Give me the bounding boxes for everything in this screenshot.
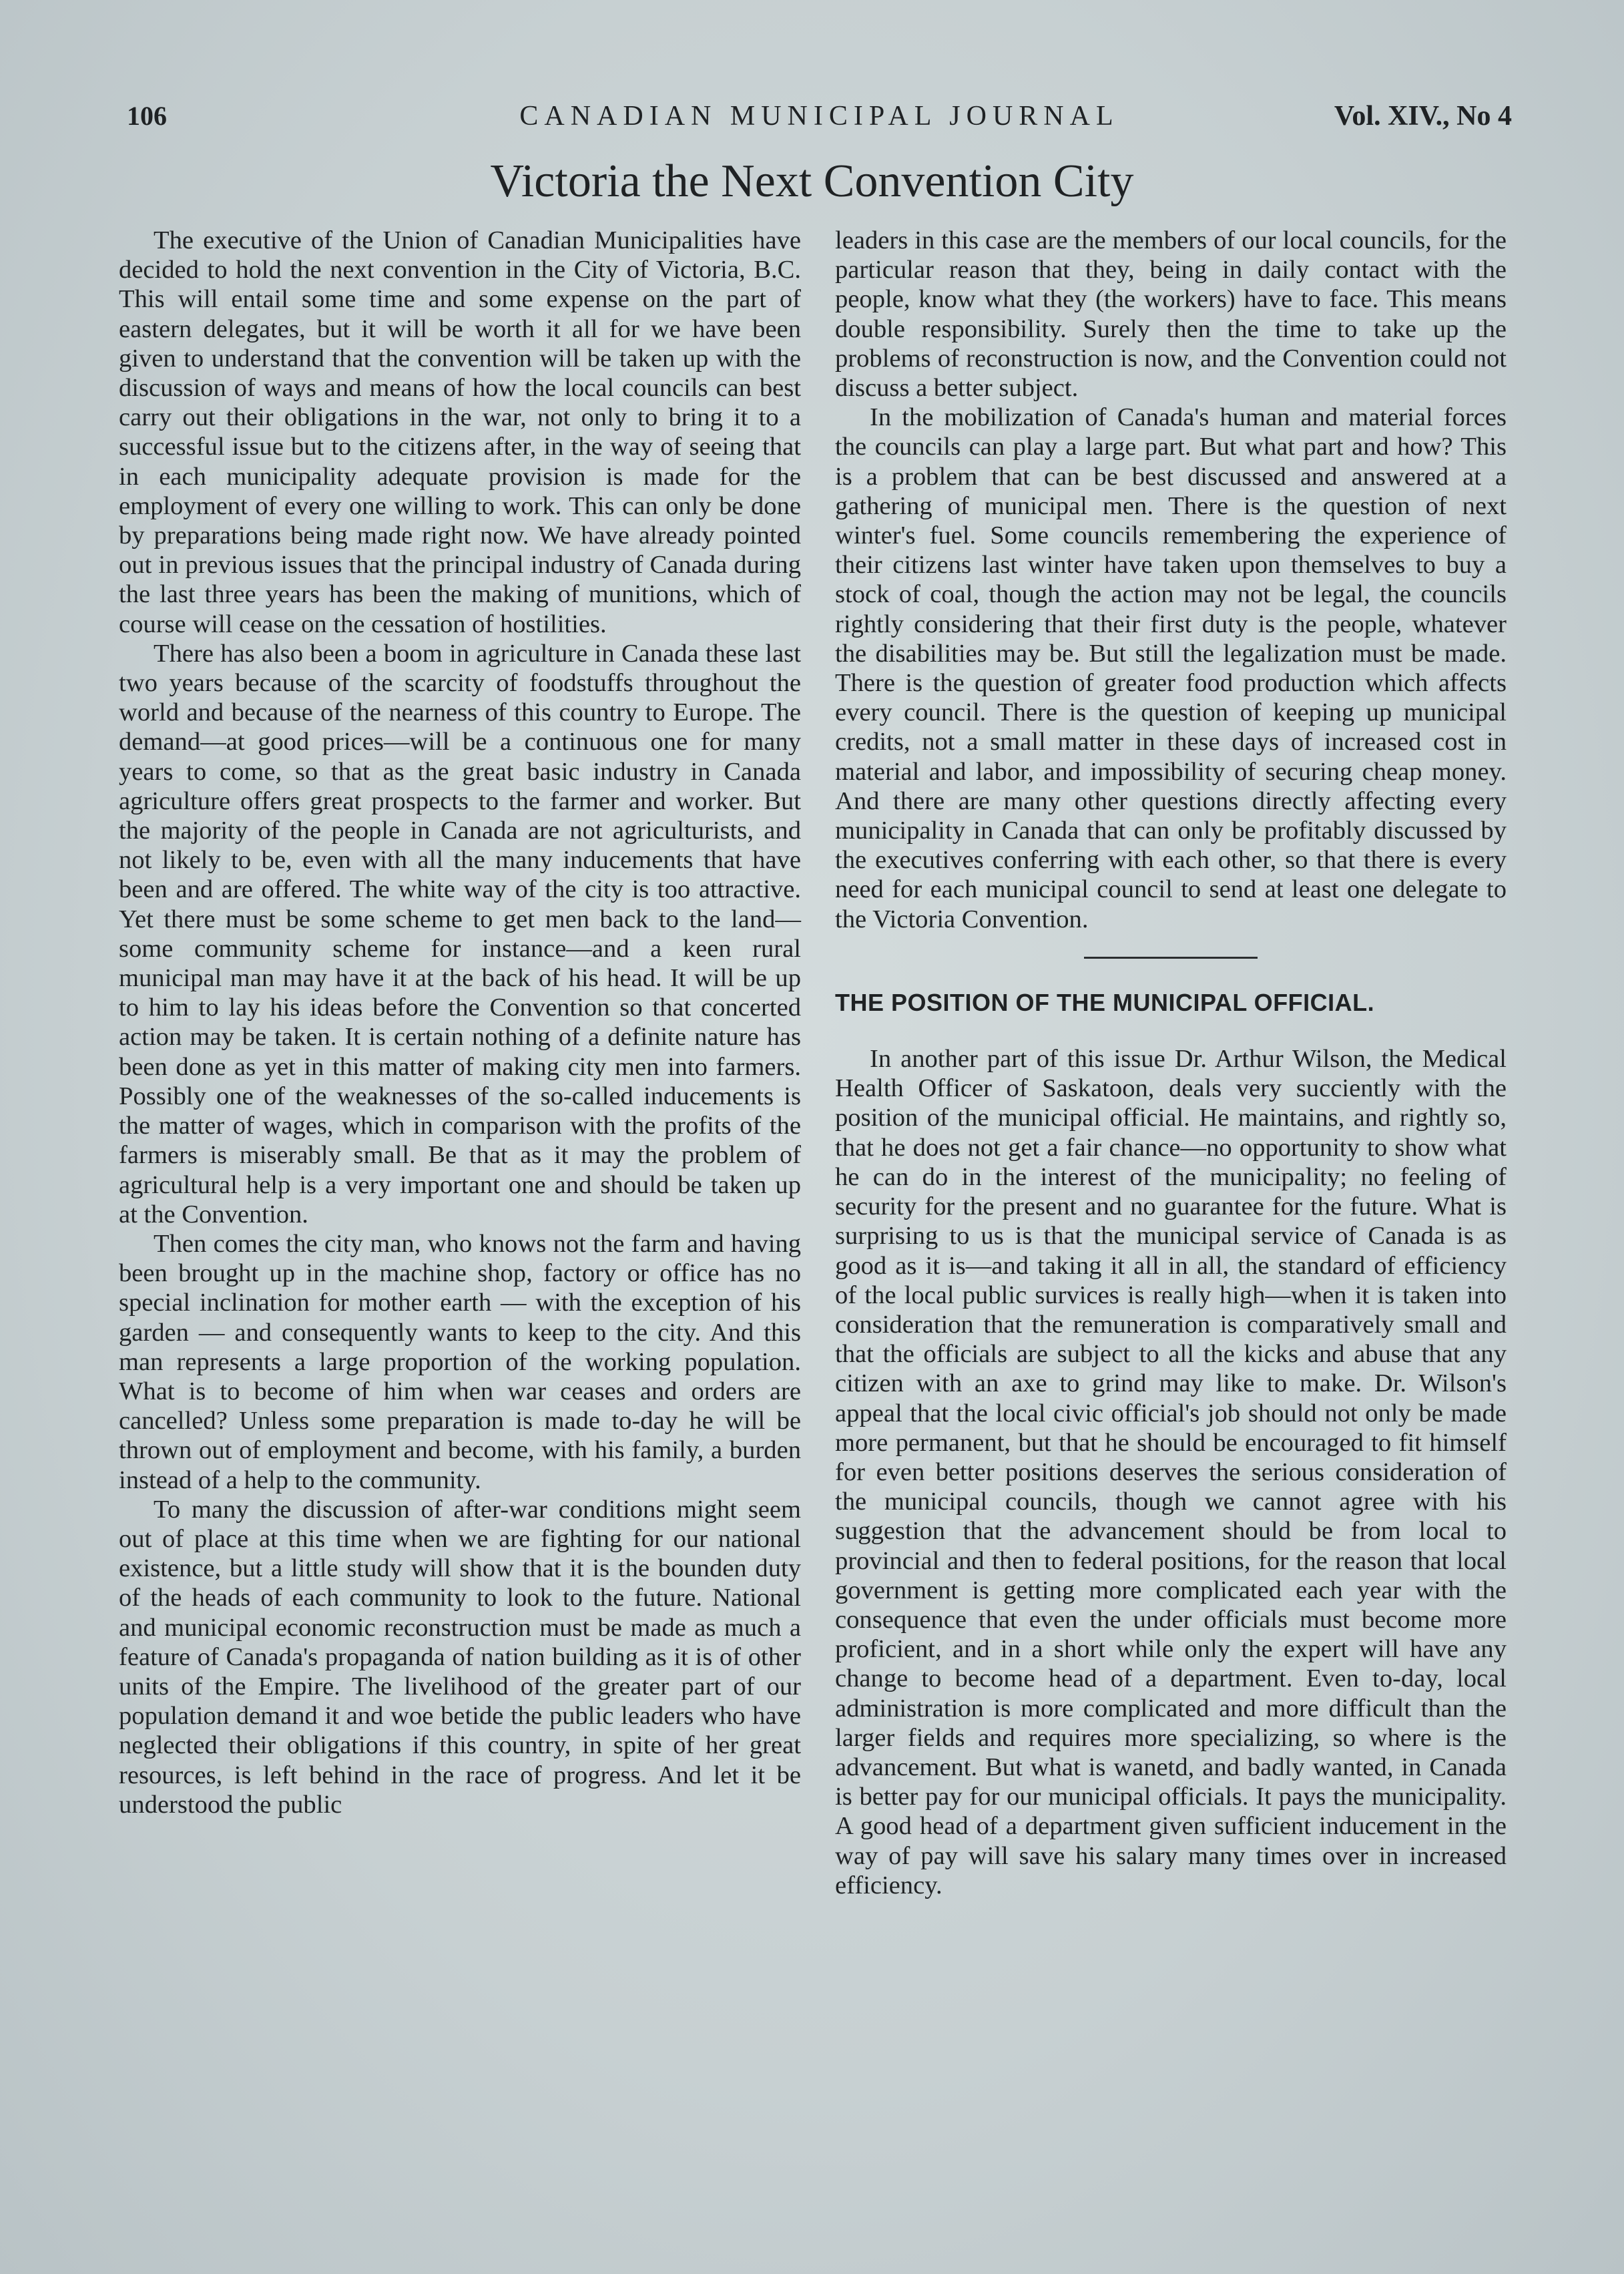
article-paragraph: In another part of this issue Dr. Arthur Wilson, the Medical Health Officer of Saskatoon, deals very succiently with the position of the municipal official. He maintains, and rightly so, that he does not get a fair chance—no opportunity to show what he can do in the interest of the municipality; no feeling of security for the present and no guarantee for the future. What is surprising to us is that the municipal service of Canada is as good as it is—and taking it all in all, the standard of efficiency of the local public survices is really high—when it is taken into consideration that the remuneration is comparatively small and that the officials are subject to all the kicks and abuse that any citizen with an axe to grind may like to make. Dr. Wilson's appeal that the local civic official's job should not only be made more permanent, but that he should be encouraged to fit himself for even better positions deserves the serious consideration of the municipal councils, though we cannot agree with his suggestion that the advancement should be from local to provincial and then to federal positions, for the reason that local government is getting more complicated each year with the consequence that even the under officials must become more proficient, and in a short while only the expert will have any change to become head of a department. Even to-day, local administration is more complicated and more difficult than the larger fields and requires more specializing, so where is the advancement. But what is wanetd, and badly wanted, in Canada is better pay for our municipal officials. It pays the municipality. A good head of a department given sufficient inducement in the way of pay will save his salary many times over in increased efficiency. <box>835 1045 1507 1899</box>
article-paragraph: In the mobilization of Canada's human and material forces the councils can play a large part. But what part and how? This is a problem that can be best discussed and answered at a gathering of municipal men. There is the question of next winter's fuel. Some councils remembering the experience of their citizens last winter have taken upon themselves to buy a stock of coal, though the action may not be legal, the councils rightly considering that their first duty is the people, whatever the disabilities may be. But still the legalization must be made. There is the question of greater food production which affects every council. There is the question of keeping up municipal credits, not a small matter in these days of increased cost in material and labor, and impossibility of securing cheap money. And there are many other questions directly affecting every municipality in Canada that can only be profitably discussed by the executives conferring with each other, so that there is every need for each municipal council to send at least one delegate to the Victoria Convention. <box>835 403 1507 933</box>
article-paragraph: There has also been a boom in agriculture in Canada these last two years because of the scarcity of foodstuffs throughout the world and because of the nearness of this country to Europe. The demand—at good prices—will be a continuous one for many years to come, so that as the great basic industry in Canada agriculture offers great prospects to the farmer and worker. But the majority of the people in Canada are not agriculturists, and not likely to be, even with all the many inducements that have been and are offered. The white way of the city is too attractive. Yet there must be some scheme to get men back to the land—some community scheme for instance—and a keen rural municipal man may have it at the back of his head. It will be up to him to lay his ideas before the Convention so that concerted action may be taken. It is certain nothing of a definite nature has been done as yet in this matter of making city men into farmers. Possibly one of the weaknesses of the so-called inducements is the matter of wages, which in comparison with the profits of the farmers is miserably small. Be that as it may the problem of agricultural help is a very important one and should be taken up at the Convention. <box>119 639 801 1228</box>
journal-title: CANADIAN MUNICIPAL JOURNAL <box>519 101 1119 132</box>
page-header <box>127 100 1512 140</box>
left-column <box>119 226 801 1819</box>
section-heading: THE POSITION OF THE MUNICIPAL OFFICIAL. <box>835 988 1375 1016</box>
volume-number: Vol. XIV., No 4 <box>1334 101 1512 132</box>
article-paragraph: Then comes the city man, who knows not the farm and having been brought up in the machine shop, factory or office has no special inclination for mother earth — with the exception of his garden — and consequently wants to keep to the city. And this man represents a large proportion of the working population. What is to become of him when war ceases and orders are cancelled? Unless some preparation is made to-day he will be thrown out of employment and become, with his family, a burden instead of a help to the community. <box>119 1229 801 1494</box>
article-paragraph-continued: leaders in this case are the members of our local councils, for the particular reason that they, being in daily contact with the people, know what they (the workers) have to face. This means double responsibility. Surely then the time to take up the problems of reconstruction is now, and the Convention could not discuss a better subject. <box>835 226 1507 403</box>
article-title: Victoria the Next Convention City <box>490 156 1134 207</box>
page-number: 106 <box>127 101 167 131</box>
article-paragraph: To many the discussion of after-war conditions might seem out of place at this time when we are fighting for our national existence, but a little study will show that it is the bounden duty of the heads of each community to look to the future. National and municipal economic reconstruction must be made as much a feature of Canada's propaganda of nation building as it is of other units of the Empire. The livelihood of the greater part of our population demand it and woe betide the public leaders who have neglected their obligations if this country, in spite of her great resources, is left behind in the race of progress. And let it be understood the public <box>119 1495 801 1819</box>
section-divider <box>1084 957 1258 959</box>
article-paragraph: The executive of the Union of Canadian Municipalities have decided to hold the next convention in the City of Victoria, B.C. This will entail some time and some expense on the part of eastern delegates, but it will be worth it all for we have been given to understand that the convention will be taken up with the discussion of ways and means of how the local councils can best carry out their obligations in the war, not only to bring it to a successful issue but to the citizens after, in the way of seeing that in each municipality adequate provision is made for the employment of every one willing to work. This can only be done by preparations being made right now. We have already pointed out in previous issues that the principal industry of Canada during the last three years has been the making of munitions, which of course will cease on the cessation of hostilities. <box>119 226 801 638</box>
right-column <box>835 226 1507 1900</box>
